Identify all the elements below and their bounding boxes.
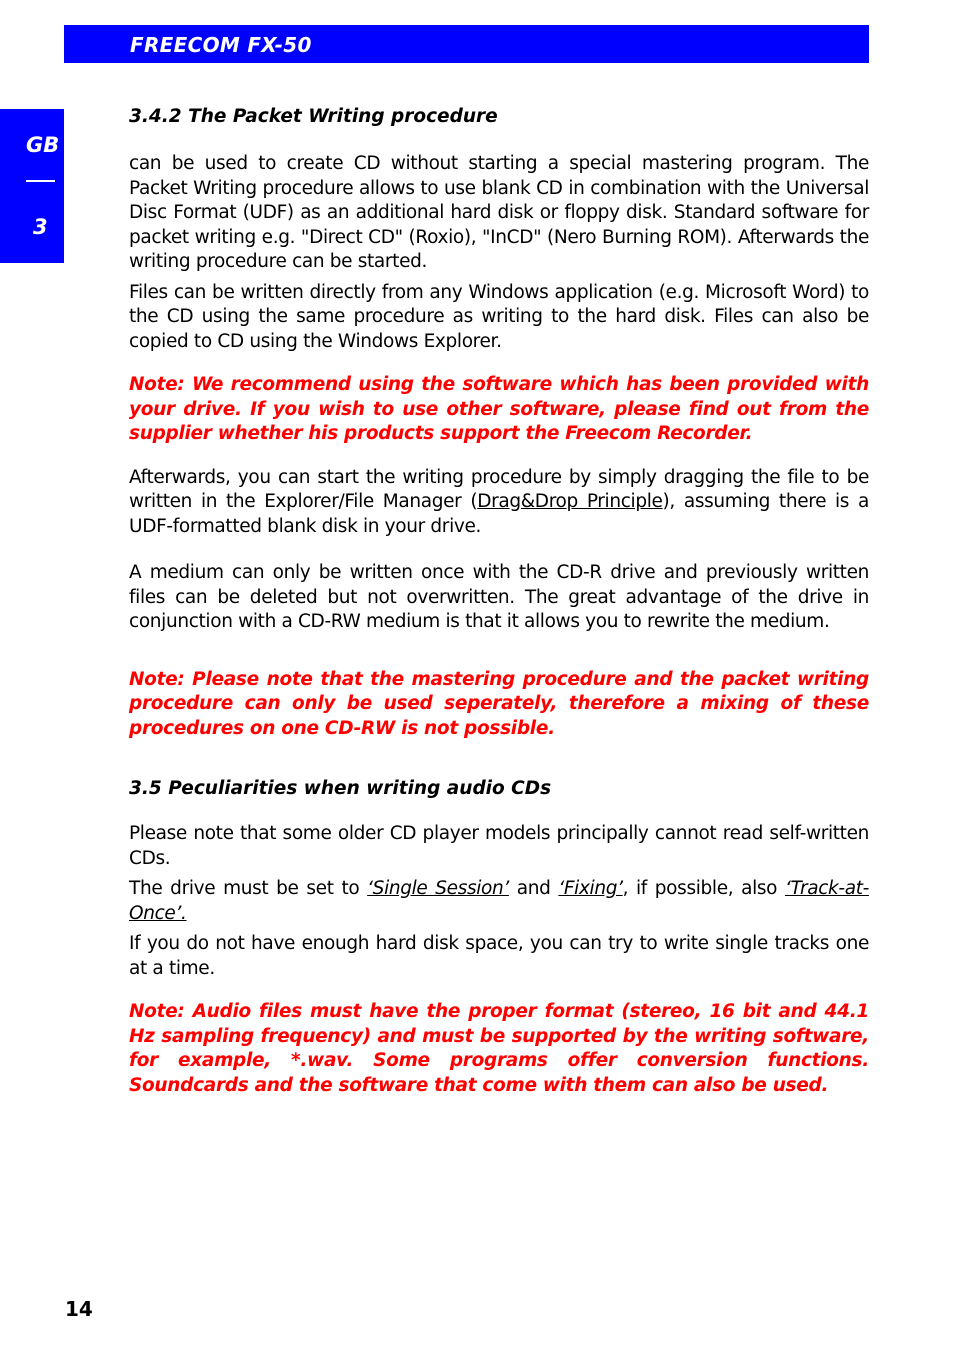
text-span: and <box>508 878 559 899</box>
note-audio-format: Note: Audio files must have the proper format (stereo, 16 bit and 44.1 Hz sampling frequency) and must be supported by the writing software, for example, *.wav. Some programs offer conversion functions. Soundcards and the software that come with them can also be used. <box>129 1001 869 1096</box>
section-heading-35: 3.5 Peculiarities when writing audio CDs <box>129 778 552 799</box>
paragraph-settings <box>129 877 869 926</box>
drag-drop-link[interactable]: Drag&Drop Principle <box>477 491 663 512</box>
paragraph: If you do not have enough hard disk space, you can try to write single tracks one at a time. <box>129 933 869 979</box>
section-heading-342: 3.4.2 The Packet Writing procedure <box>129 106 498 127</box>
paragraph: A medium can only be written once with the CD-R drive and previously written files can be deleted but not overwritten. The great advantage of the drive in conjunction with a CD-RW medium is that it allows you to rewrite the medium. <box>129 562 869 632</box>
paragraph-drag-drop <box>129 466 869 540</box>
side-tab-divider <box>26 180 55 182</box>
page-content <box>129 104 869 1098</box>
header-title: FREECOM FX-50 <box>130 33 312 57</box>
side-tab-language: GB <box>26 133 60 157</box>
text-span: ), assuming there is a UDF-formatted blank disk in your drive. <box>129 491 869 537</box>
note-mastering-packet: Note: Please note that the mastering procedure and the packet writing procedure can only be used seperately, therefore a mixing of these procedures on one CD-RW is not possible. <box>129 668 869 739</box>
text-span: Afterwards, you can start the writing procedure by simply dragging the file to be written in the Explorer/File Manager ( <box>129 466 869 512</box>
side-tab-chapter: 3 <box>33 215 48 239</box>
side-tab <box>0 109 64 263</box>
paragraph: Files can be written directly from any Windows application (e.g. Microsoft Word) to the CD using the same procedure as writing to the hard disk. Files can also be copied to CD using the Windows Explorer. <box>129 281 869 352</box>
header-bar <box>64 25 869 63</box>
term-track-at-once: ‘Track-at-Once’. <box>129 878 869 924</box>
text-span: , if possible, also <box>622 878 785 899</box>
page-number: 14 <box>65 1297 93 1321</box>
paragraph: Please note that some older CD player models principally cannot read self-written CDs. <box>129 823 869 869</box>
text-span: The drive must be set to <box>129 878 368 899</box>
term-fixing: ‘Fixing’ <box>558 878 623 899</box>
term-single-session: ‘Single Session’ <box>367 878 509 899</box>
paragraph: can be used to create CD without starting a special mastering program. The Packet Writing procedure allows to use blank CD in combination with the Universal Disc Format (UDF) as an additional hard disk or floppy disk. Standard software for packet writing e.g. "Direct CD" (Roxio), "InCD" (Nero Burning ROM). Afterwards the writing procedure can be started. <box>129 153 869 272</box>
note-recommend-software: Note: We recommend using the software which has been provided with your drive. If you wish to use other software, please find out from the supplier whether his products support the Freecom Recorder. <box>129 374 869 444</box>
